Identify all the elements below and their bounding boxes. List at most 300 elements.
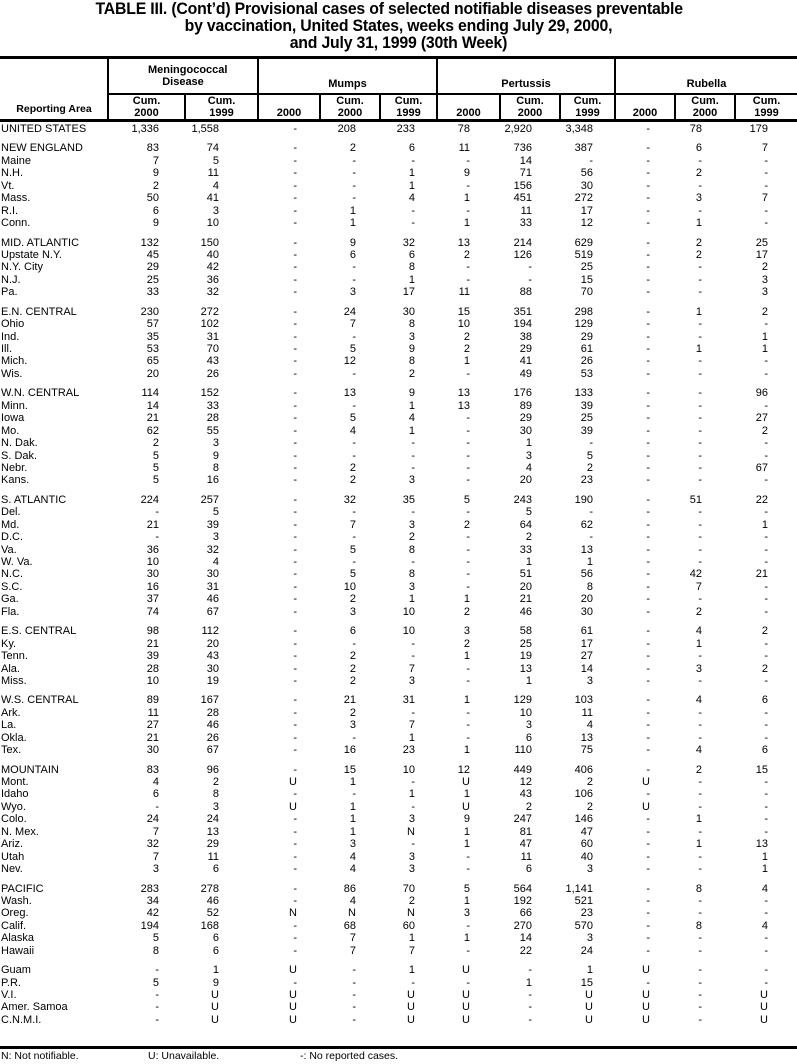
value-cell: U (585, 989, 593, 1001)
value-cell: - (698, 593, 702, 606)
value-cell: - (293, 674, 297, 687)
value-cell: - (764, 650, 768, 663)
value-cell: - (698, 518, 702, 531)
value-cell: - (698, 776, 702, 788)
value-cell: U (642, 1001, 650, 1014)
value-cell: - (293, 506, 297, 519)
value-cell: - (352, 437, 356, 450)
value-cell: 1 (695, 343, 702, 355)
value-cell: 66 (519, 907, 532, 920)
value-cell: 1 (408, 788, 415, 801)
table-row (0, 286, 797, 298)
value-cell: 6 (525, 863, 532, 876)
value-cell: 1 (349, 825, 356, 838)
value-cell: - (646, 605, 650, 618)
value-cell: 194 (140, 919, 159, 932)
value-cell: 7 (695, 580, 702, 593)
value-cell: - (155, 800, 159, 813)
table-row (0, 261, 797, 273)
value-cell: - (698, 1001, 702, 1014)
value-cell: - (646, 399, 650, 412)
footnote-n: N: Not notifiable. (1, 1050, 79, 1062)
reporting-area-cell: Mont. (1, 776, 29, 788)
value-cell: - (466, 474, 470, 487)
value-cell: - (352, 989, 356, 1001)
reporting-area-cell: Md. (1, 518, 20, 531)
value-cell: 88 (519, 286, 532, 299)
value-cell: - (764, 825, 768, 838)
value-cell: 34 (146, 894, 159, 907)
value-cell: 19 (519, 650, 532, 663)
value-cell: - (764, 719, 768, 732)
value-cell: 1 (761, 850, 768, 863)
value-cell: - (293, 850, 297, 863)
table-row (0, 663, 797, 675)
value-cell: 29 (146, 261, 159, 274)
value-cell: 10 (457, 318, 470, 331)
table-row (0, 556, 797, 568)
value-cell: - (764, 204, 768, 217)
value-cell: - (646, 343, 650, 355)
value-cell: 1 (212, 964, 219, 977)
value-cell: 29 (580, 330, 593, 343)
value-cell: - (646, 387, 650, 400)
value-cell: - (698, 964, 702, 977)
reporting-area-cell: Miss. (1, 674, 27, 687)
value-cell: 43 (206, 355, 219, 368)
value-cell: 5 (525, 506, 532, 519)
table-row (0, 638, 797, 650)
reporting-area-cell: S.C. (1, 580, 23, 593)
value-cell: 1 (463, 192, 470, 205)
table-row (0, 945, 797, 957)
value-cell: 53 (146, 343, 159, 355)
reporting-area-cell: V.I. (1, 989, 17, 1001)
reporting-area-cell: Pa. (1, 286, 18, 299)
value-cell: - (411, 217, 415, 230)
value-cell: 86 (343, 882, 356, 895)
value-cell: 519 (574, 248, 593, 261)
value-cell: - (764, 637, 768, 650)
value-cell: 4 (586, 719, 593, 732)
value-cell: - (293, 236, 297, 249)
value-cell: - (698, 907, 702, 920)
value-cell: - (293, 355, 297, 368)
value-cell: 13 (755, 838, 768, 851)
value-cell: 56 (580, 568, 593, 581)
value-cell: - (352, 154, 356, 167)
value-cell: 74 (206, 142, 219, 155)
value-cell: 1 (349, 776, 356, 788)
value-cell: 15 (343, 763, 356, 776)
value-cell: - (293, 932, 297, 945)
value-cell: 28 (206, 412, 219, 425)
reporting-area-cell: N.H. (1, 167, 23, 180)
value-cell: 30 (206, 662, 219, 675)
table-row (0, 838, 797, 850)
value-cell: - (411, 838, 415, 851)
reporting-area-cell: N. Dak. (1, 437, 38, 450)
value-cell: 4 (349, 863, 356, 876)
value-cell: 2 (212, 776, 219, 788)
value-cell: 1 (463, 593, 470, 606)
value-cell: 2 (525, 531, 532, 544)
value-cell: 40 (580, 850, 593, 863)
value-cell: - (352, 788, 356, 801)
value-cell: 13 (580, 543, 593, 556)
table-row (0, 331, 797, 343)
value-cell: 83 (146, 763, 159, 776)
value-cell: 29 (519, 412, 532, 425)
table-row (0, 544, 797, 556)
reporting-area-cell: Guam (1, 964, 31, 977)
value-cell: - (466, 919, 470, 932)
value-cell: 28 (206, 706, 219, 719)
value-cell: 30 (402, 305, 415, 318)
value-cell: 15 (457, 305, 470, 318)
value-cell: 2,920 (504, 123, 532, 135)
value-cell: - (352, 273, 356, 286)
value-cell: 26 (206, 367, 219, 380)
value-cell: 9 (349, 236, 356, 249)
value-cell: 46 (206, 719, 219, 732)
value-cell: 32 (206, 543, 219, 556)
value-cell: - (646, 217, 650, 230)
value-cell: 2 (695, 763, 702, 776)
value-cell: - (698, 474, 702, 487)
value-cell: - (352, 1001, 356, 1014)
value-cell: 13 (457, 236, 470, 249)
value-cell: 7 (761, 142, 768, 155)
value-cell: 25 (519, 637, 532, 650)
value-cell: - (352, 330, 356, 343)
value-cell: - (411, 506, 415, 519)
value-cell: - (646, 825, 650, 838)
reporting-area-cell: Mass. (1, 192, 31, 205)
value-cell: 31 (206, 330, 219, 343)
table-row (0, 801, 797, 813)
value-cell: 41 (519, 355, 532, 368)
reporting-area-cell: Calif. (1, 919, 27, 932)
value-cell: 3 (408, 850, 415, 863)
value-cell: 10 (402, 605, 415, 618)
value-cell: 13 (206, 825, 219, 838)
value-cell: - (466, 506, 470, 519)
value-cell: - (293, 343, 297, 355)
value-cell: 16 (206, 474, 219, 487)
value-cell: - (293, 518, 297, 531)
value-cell: - (698, 531, 702, 544)
table-row (0, 123, 797, 135)
value-cell: 243 (513, 493, 532, 506)
value-cell: - (293, 813, 297, 826)
value-cell: 65 (146, 355, 159, 368)
table-row (0, 788, 797, 800)
value-cell: 1 (463, 694, 470, 707)
value-cell: - (589, 154, 593, 167)
value-cell: 46 (519, 605, 532, 618)
value-cell: - (293, 694, 297, 707)
value-cell: 21 (146, 412, 159, 425)
reporting-area-cell: Colo. (1, 813, 27, 826)
value-cell: - (646, 518, 650, 531)
value-cell: - (646, 944, 650, 957)
value-cell: - (646, 493, 650, 506)
value-cell: - (698, 449, 702, 462)
value-cell: 7 (408, 719, 415, 732)
value-cell: - (466, 850, 470, 863)
table-row (0, 568, 797, 580)
value-cell: - (764, 706, 768, 719)
value-cell: 133 (574, 387, 593, 400)
reporting-area-cell: C.N.M.I. (1, 1013, 42, 1026)
value-cell: - (698, 543, 702, 556)
value-cell: 272 (200, 305, 219, 318)
value-cell: - (646, 894, 650, 907)
value-cell: - (646, 236, 650, 249)
value-cell: 406 (574, 763, 593, 776)
value-cell: - (352, 192, 356, 205)
table-row (0, 813, 797, 825)
value-cell: 126 (513, 248, 532, 261)
value-cell: 2 (463, 330, 470, 343)
value-cell: 2 (349, 142, 356, 155)
value-cell: - (352, 1013, 356, 1026)
value-cell: - (646, 273, 650, 286)
value-cell: 16 (146, 580, 159, 593)
value-cell: 21 (146, 637, 159, 650)
value-cell: U (585, 1013, 593, 1026)
value-cell: U (289, 964, 297, 977)
value-cell: - (293, 273, 297, 286)
value-cell: 21 (146, 518, 159, 531)
value-cell: 27 (146, 719, 159, 732)
value-cell: 4 (695, 625, 702, 638)
value-cell: - (646, 719, 650, 732)
value-cell: 3 (349, 838, 356, 851)
value-cell: - (293, 123, 297, 135)
reporting-area-cell: Ohio (1, 318, 25, 331)
value-cell: - (646, 474, 650, 487)
table-row (0, 217, 797, 229)
reporting-area-cell: N.Y. City (1, 261, 43, 274)
value-cell: 89 (146, 694, 159, 707)
value-cell: 2 (349, 674, 356, 687)
value-cell: 27 (755, 412, 768, 425)
col-header: 2000 (456, 107, 481, 119)
table-row (0, 732, 797, 744)
value-cell: - (764, 367, 768, 380)
value-cell: 43 (519, 788, 532, 801)
value-cell: - (646, 593, 650, 606)
value-cell: - (293, 568, 297, 581)
value-cell: - (293, 493, 297, 506)
value-cell: U (211, 1013, 219, 1026)
col-header: 2000 (632, 107, 658, 119)
value-cell: 37 (146, 593, 159, 606)
value-cell: 11 (147, 706, 159, 719)
reporting-area-cell: Nebr. (1, 461, 28, 474)
value-cell: - (411, 800, 415, 813)
value-cell: - (646, 142, 650, 155)
value-cell: 6 (212, 944, 219, 957)
value-cell: 2 (695, 167, 702, 180)
value-cell: 4 (695, 694, 702, 707)
value-cell: 1 (349, 800, 356, 813)
value-cell: 11 (520, 850, 532, 863)
value-cell: 25 (580, 261, 593, 274)
table-row (0, 650, 797, 662)
value-cell: - (646, 838, 650, 851)
value-cell: 1 (349, 813, 356, 826)
value-cell: - (764, 813, 768, 826)
value-cell: - (764, 976, 768, 989)
value-cell: 23 (580, 474, 593, 487)
value-cell: - (352, 167, 356, 180)
value-cell: 7 (408, 662, 415, 675)
value-cell: 1 (586, 556, 593, 568)
value-cell: 8 (408, 568, 415, 581)
value-cell: 3 (695, 192, 702, 205)
value-cell: - (293, 944, 297, 957)
value-cell: - (352, 976, 356, 989)
value-cell: 13 (457, 399, 470, 412)
table-row (0, 306, 797, 318)
value-cell: 272 (574, 192, 593, 205)
reporting-area-cell: Wyo. (1, 800, 26, 813)
value-cell: - (698, 706, 702, 719)
footnote-u: U: Unavailable. (148, 1050, 220, 1062)
value-cell: 39 (146, 650, 159, 663)
value-cell: - (411, 556, 415, 568)
value-cell: 3 (408, 518, 415, 531)
value-cell: - (646, 248, 650, 261)
value-cell: - (293, 261, 297, 274)
value-cell: - (352, 449, 356, 462)
value-cell: 25 (580, 412, 593, 425)
value-cell: U (462, 989, 470, 1001)
reporting-area-cell: W.N. CENTRAL (1, 387, 80, 400)
value-cell: 564 (513, 882, 532, 895)
reporting-area-cell: S. Dak. (1, 449, 38, 462)
value-cell: 3 (586, 932, 593, 945)
value-cell: 6 (152, 788, 159, 801)
value-cell: - (646, 305, 650, 318)
value-cell: 150 (200, 236, 219, 249)
value-cell: 24 (146, 813, 159, 826)
value-cell: 9 (463, 813, 470, 826)
value-cell: 10 (206, 217, 219, 230)
value-cell: 224 (140, 493, 159, 506)
value-cell: 3 (349, 605, 356, 618)
value-cell: 5 (349, 412, 356, 425)
value-cell: 96 (206, 763, 219, 776)
value-cell: - (293, 437, 297, 450)
value-cell: 24 (580, 944, 593, 957)
value-cell: - (764, 449, 768, 462)
value-cell: 2 (761, 261, 768, 274)
value-cell: - (646, 330, 650, 343)
value-cell: - (646, 706, 650, 719)
table-row (0, 851, 797, 863)
bottom-rule (0, 1046, 797, 1049)
value-cell: - (646, 625, 650, 638)
value-cell: 9 (212, 449, 219, 462)
value-cell: 3 (408, 813, 415, 826)
value-cell: 8 (695, 882, 702, 895)
value-cell: 2 (349, 461, 356, 474)
value-cell: 2 (695, 236, 702, 249)
value-cell: 2 (463, 637, 470, 650)
value-cell: U (289, 800, 297, 813)
value-cell: - (646, 731, 650, 744)
value-cell: 67 (206, 744, 219, 757)
value-cell: 1 (695, 637, 702, 650)
value-cell: - (646, 694, 650, 707)
value-cell: - (466, 449, 470, 462)
value-cell: 4 (349, 894, 356, 907)
value-cell: 50 (146, 192, 159, 205)
value-cell: 20 (580, 593, 593, 606)
value-cell: 9 (408, 387, 415, 400)
value-cell: 230 (140, 305, 159, 318)
value-cell: 35 (402, 493, 415, 506)
table-row (0, 474, 797, 486)
reporting-area-cell: NEW ENGLAND (1, 142, 83, 155)
value-cell: 9 (463, 167, 470, 180)
value-cell: 58 (519, 625, 532, 638)
value-cell: 114 (141, 387, 159, 400)
value-cell: - (466, 204, 470, 217)
reporting-area-cell: Minn. (1, 399, 28, 412)
value-cell: 11 (458, 286, 470, 299)
reporting-area-cell: Ind. (1, 330, 20, 343)
value-cell: 51 (689, 493, 702, 506)
value-cell: 32 (343, 493, 356, 506)
value-cell: - (646, 568, 650, 581)
value-cell: 62 (580, 518, 593, 531)
value-cell: 60 (402, 919, 415, 932)
value-cell: - (411, 154, 415, 167)
value-cell: 2 (408, 894, 415, 907)
value-cell: - (646, 449, 650, 462)
value-cell: - (698, 273, 702, 286)
value-cell: 1 (463, 825, 470, 838)
value-cell: 2 (349, 593, 356, 606)
value-cell: - (698, 261, 702, 274)
value-cell: - (698, 355, 702, 368)
value-cell: 10 (402, 763, 415, 776)
reporting-area-cell: La. (1, 719, 17, 732)
value-cell: - (293, 625, 297, 638)
reporting-area-header: Reporting Area (16, 103, 92, 115)
value-cell: 7 (761, 192, 768, 205)
value-cell: 21 (755, 568, 768, 581)
value-cell: 68 (343, 919, 356, 932)
value-cell: - (646, 744, 650, 757)
value-cell: - (698, 412, 702, 425)
value-cell: - (293, 412, 297, 425)
value-cell: 64 (519, 518, 532, 531)
value-cell: 4 (212, 179, 219, 192)
table-row (0, 274, 797, 286)
value-cell: - (466, 273, 470, 286)
value-cell: U (289, 989, 297, 1001)
value-cell: 1 (525, 674, 532, 687)
value-cell: 8 (152, 944, 159, 957)
value-cell: - (646, 650, 650, 663)
value-cell: 4 (695, 744, 702, 757)
